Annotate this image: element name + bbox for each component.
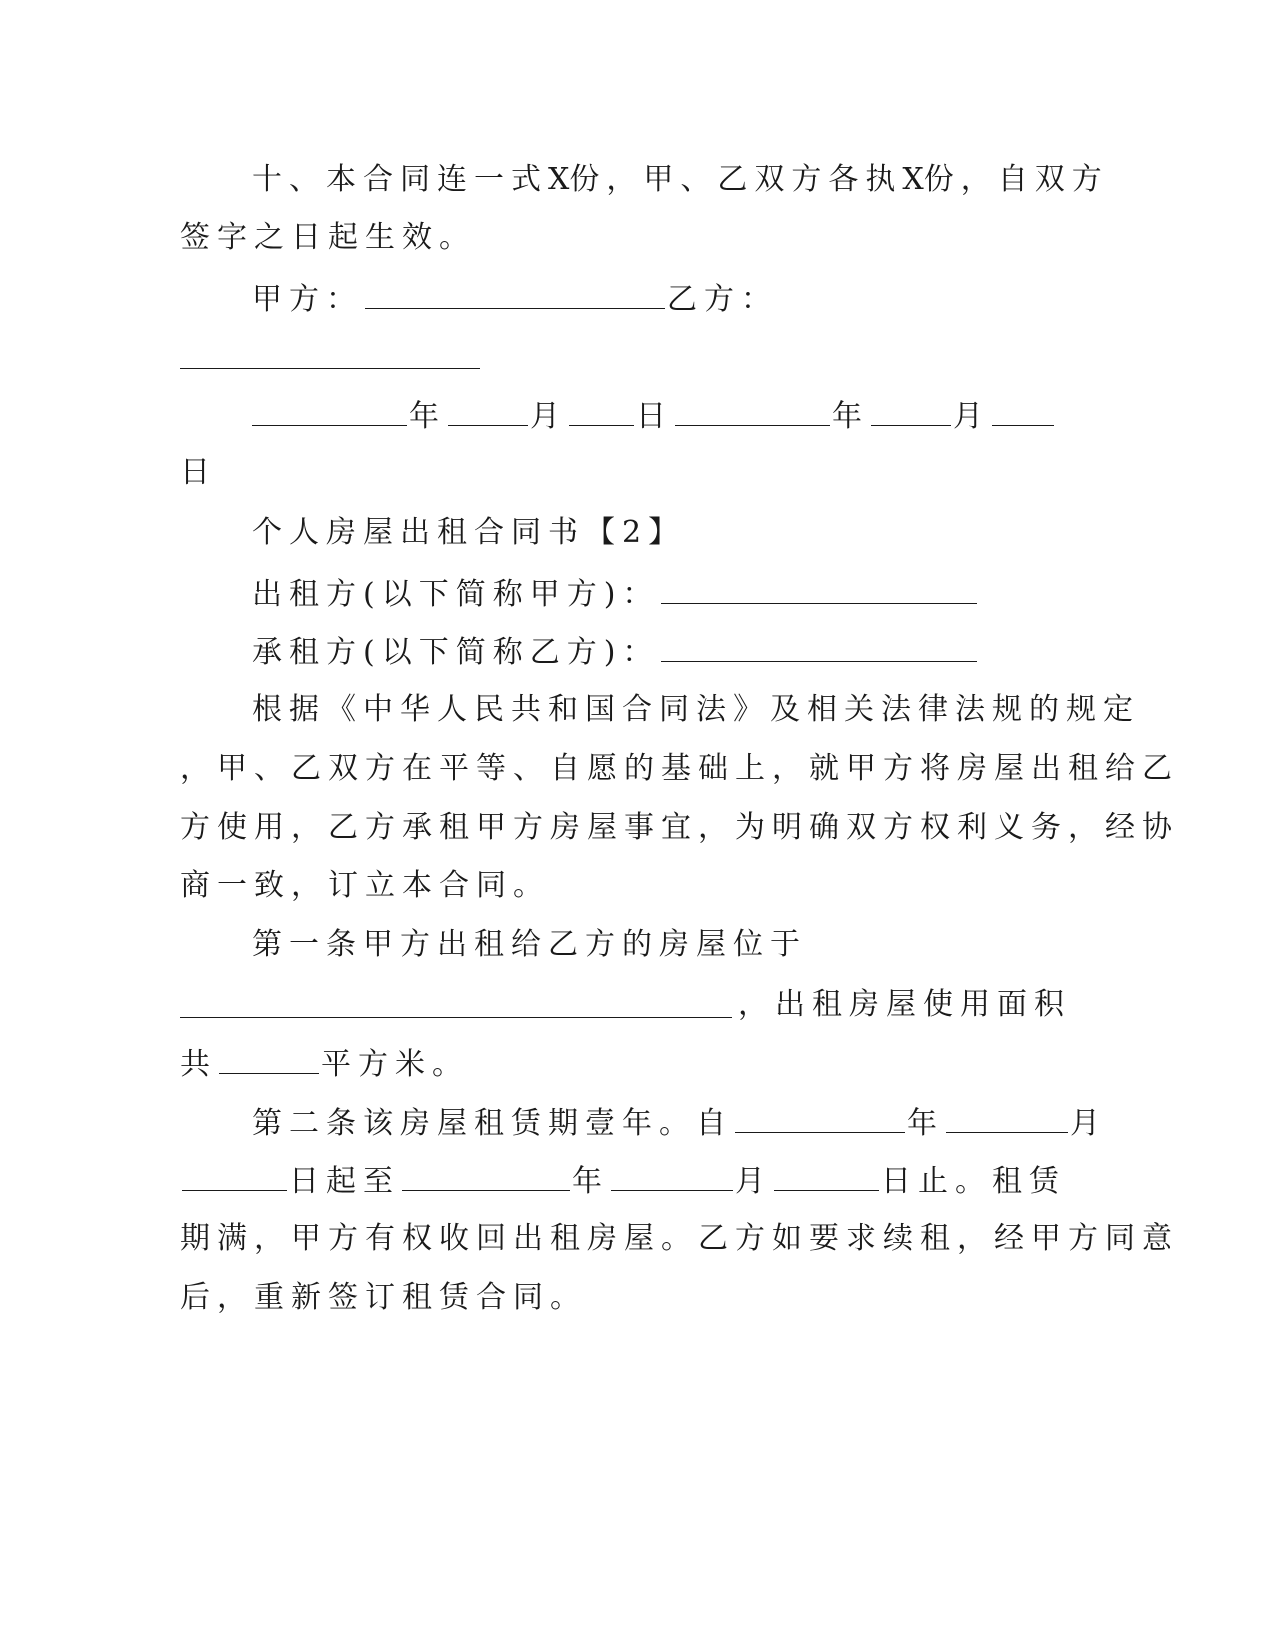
party-a-label: 甲方： <box>252 282 363 317</box>
house-location-blank[interactable] <box>180 1017 732 1018</box>
text-segment: ，出租房屋使用面积 <box>738 987 1071 1022</box>
lessee-line <box>252 631 979 673</box>
text-segment: 日起至 <box>289 1164 400 1199</box>
text-segment: 签字之日起生效。 <box>180 220 476 255</box>
signature-line <box>252 278 778 320</box>
preamble-line-4 <box>180 866 550 906</box>
text-segment: 商一致，订立本合同。 <box>180 868 550 903</box>
month-label: 月 <box>530 399 567 434</box>
start-month-blank[interactable] <box>946 1102 1068 1133</box>
day-blank[interactable] <box>569 395 634 426</box>
article-one-line-1 <box>252 925 807 965</box>
month-blank[interactable] <box>871 395 951 426</box>
article-two-line-3 <box>180 1219 1179 1259</box>
preamble-line-2 <box>180 749 1179 789</box>
section-title <box>252 513 685 553</box>
text-segment: 第二条该房屋租赁期壹年。自 <box>252 1106 733 1141</box>
text-segment: X <box>548 162 570 197</box>
date-line <box>250 395 1056 437</box>
year-label: 年 <box>832 399 869 434</box>
text-segment: X <box>902 162 924 197</box>
article-two-line-4 <box>180 1278 587 1318</box>
month-label: 月 <box>953 399 990 434</box>
party-b-label: 乙方： <box>667 282 778 317</box>
article-two-line-2 <box>180 1160 1066 1202</box>
text-segment: 份，自双方 <box>923 162 1109 197</box>
start-year-blank[interactable] <box>735 1102 905 1133</box>
text-segment: 共 <box>180 1047 217 1082</box>
month-label: 月 <box>735 1164 772 1199</box>
text-segment: 份，甲、乙双方各执 <box>569 162 903 197</box>
preamble-line-3 <box>180 808 1179 848</box>
year-label: 年 <box>409 399 446 434</box>
end-month-blank[interactable] <box>611 1160 733 1191</box>
text-segment: 方使用，乙方承租甲方房屋事宜，为明确双方权利义务，经协 <box>180 810 1179 845</box>
year-label: 年 <box>572 1164 609 1199</box>
text-segment: 十、本合同连一式 <box>252 162 548 197</box>
text-segment: 期满，甲方有权收回出租房屋。乙方如要求续租，经甲方同意 <box>180 1221 1179 1256</box>
lessor-blank[interactable] <box>661 573 977 604</box>
area-blank[interactable] <box>219 1043 319 1074</box>
text-segment: 平方米。 <box>321 1047 469 1082</box>
article-one-line-2 <box>738 985 1071 1025</box>
month-blank[interactable] <box>448 395 528 426</box>
text-segment: 根据《中华人民共和国合同法》及相关法律法规的规定 <box>252 692 1140 727</box>
lessee-label: 承租方(以下简称乙方)： <box>252 635 660 670</box>
party-b-signature-blank[interactable] <box>180 368 480 369</box>
day-blank[interactable] <box>992 395 1054 426</box>
preamble-line-1 <box>252 690 1140 730</box>
contract-title: 个人房屋出租合同书【2】 <box>252 515 686 550</box>
lessee-blank[interactable] <box>661 631 977 662</box>
year-blank[interactable] <box>675 395 830 426</box>
day-label: 日 <box>636 399 673 434</box>
lessor-line <box>252 573 979 615</box>
year-blank[interactable] <box>252 395 407 426</box>
text-segment: 第一条甲方出租给乙方的房屋位于 <box>252 927 807 962</box>
end-day-blank[interactable] <box>774 1160 879 1191</box>
text-segment: ，甲、乙双方在平等、自愿的基础上，就甲方将房屋出租给乙 <box>180 751 1179 786</box>
end-year-blank[interactable] <box>402 1160 570 1191</box>
clause-ten-line-2 <box>180 218 476 258</box>
lessor-label: 出租方(以下简称甲方)： <box>252 577 660 612</box>
year-label: 年 <box>907 1106 944 1141</box>
article-two-line-1 <box>252 1102 1107 1144</box>
date-line-continued <box>180 453 217 493</box>
day-label: 日 <box>180 455 217 490</box>
month-label: 月 <box>1070 1106 1107 1141</box>
text-segment: 日止。租赁 <box>881 1164 1066 1199</box>
article-one-line-3 <box>180 1043 469 1085</box>
text-segment: 后，重新签订租赁合同。 <box>180 1280 587 1315</box>
party-a-signature-blank[interactable] <box>365 278 665 309</box>
start-day-blank[interactable] <box>182 1160 287 1191</box>
clause-ten-line-1 <box>252 160 1109 200</box>
